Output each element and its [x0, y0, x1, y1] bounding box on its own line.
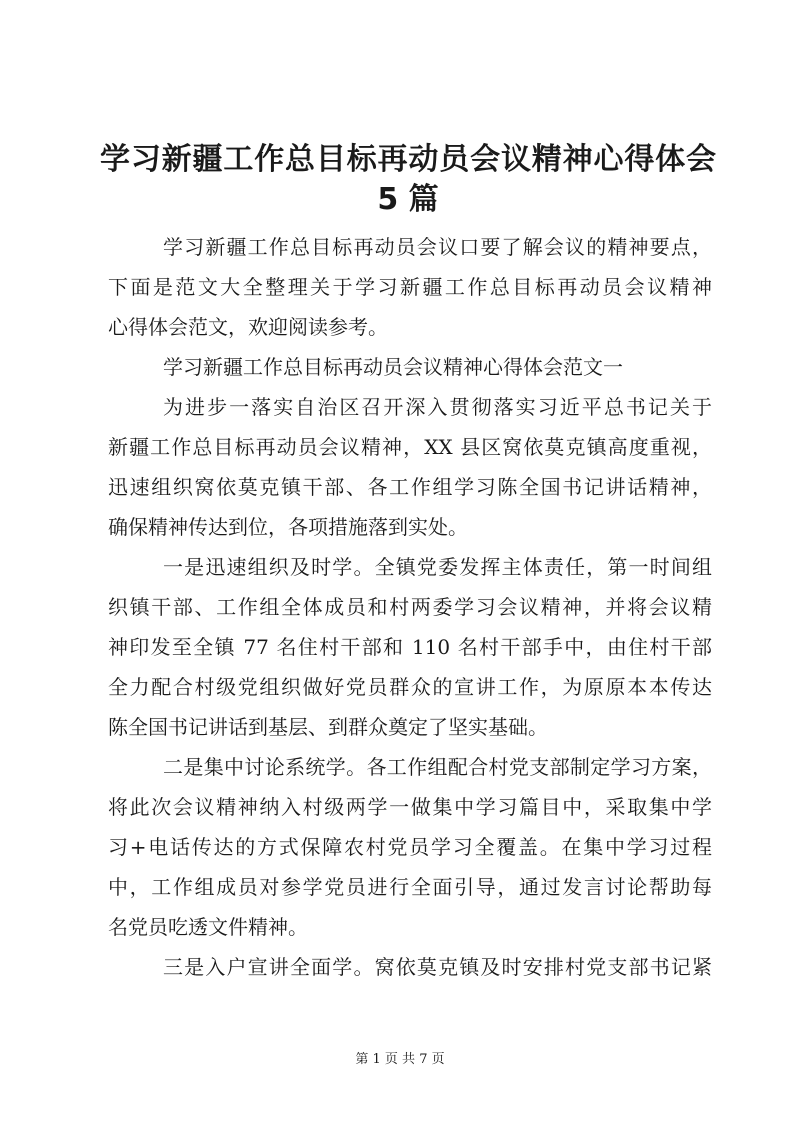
document-title-line-2: 5 篇	[377, 182, 439, 217]
paragraph-line: 神印发至全镇 77 名住村干部和 110 名村干部手中，由住村干部	[108, 635, 712, 659]
page-footer: 第 1 页 共 7 页	[355, 1052, 445, 1067]
document-title-line-1: 学习新疆工作总目标再动员会议精神心得体会	[100, 142, 716, 177]
paragraph-line: 一是迅速组织及时学。全镇党委发挥主体责任，第一时间组	[163, 555, 712, 579]
paragraph	[108, 347, 712, 387]
paragraph-line: 为进步一落实自治区召开深入贯彻落实习近平总书记关于	[163, 395, 712, 419]
paragraph-line: 新疆工作总目标再动员会议精神，XX 县区窝依莫克镇高度重视，	[108, 435, 712, 459]
paragraph	[108, 387, 712, 547]
paragraph-line: 习+电话传达的方式保障农村党员学习全覆盖。在集中学习过程	[108, 835, 712, 859]
paragraph-line: 学习新疆工作总目标再动员会议口要了解会议的精神要点，	[163, 235, 712, 259]
paragraph-line: 学习新疆工作总目标再动员会议精神心得体会范文一	[163, 355, 623, 379]
document-body	[108, 227, 712, 987]
paragraph	[108, 947, 712, 987]
paragraph-line: 陈全国书记讲话到基层、到群众奠定了坚实基础。	[108, 715, 548, 739]
paragraph-line: 确保精神传达到位，各项措施落到实处。	[108, 515, 468, 539]
paragraph	[108, 747, 712, 947]
paragraph-line: 心得体会范文，欢迎阅读参考。	[108, 315, 388, 339]
paragraph	[108, 547, 712, 747]
paragraph-line: 中，工作组成员对参学党员进行全面引导，通过发言讨论帮助每	[108, 875, 712, 899]
paragraph-line: 二是集中讨论系统学。各工作组配合村党支部制定学习方案，	[163, 755, 712, 779]
paragraph-line: 织镇干部、工作组全体成员和村两委学习会议精神，并将会议精	[108, 595, 712, 619]
paragraph-line: 下面是范文大全整理关于学习新疆工作总目标再动员会议精神	[108, 275, 712, 299]
paragraph-line: 将此次会议精神纳入村级两学一做集中学习篇目中，采取集中学	[108, 795, 712, 819]
paragraph-line: 迅速组织窝依莫克镇干部、各工作组学习陈全国书记讲话精神，	[108, 475, 712, 499]
paragraph-line: 名党员吃透文件精神。	[108, 915, 308, 939]
paragraph-line: 三是入户宣讲全面学。窝依莫克镇及时安排村党支部书记紧	[163, 955, 712, 979]
paragraph	[108, 227, 712, 347]
paragraph-line: 全力配合村级党组织做好党员群众的宣讲工作，为原原本本传达	[108, 675, 712, 699]
